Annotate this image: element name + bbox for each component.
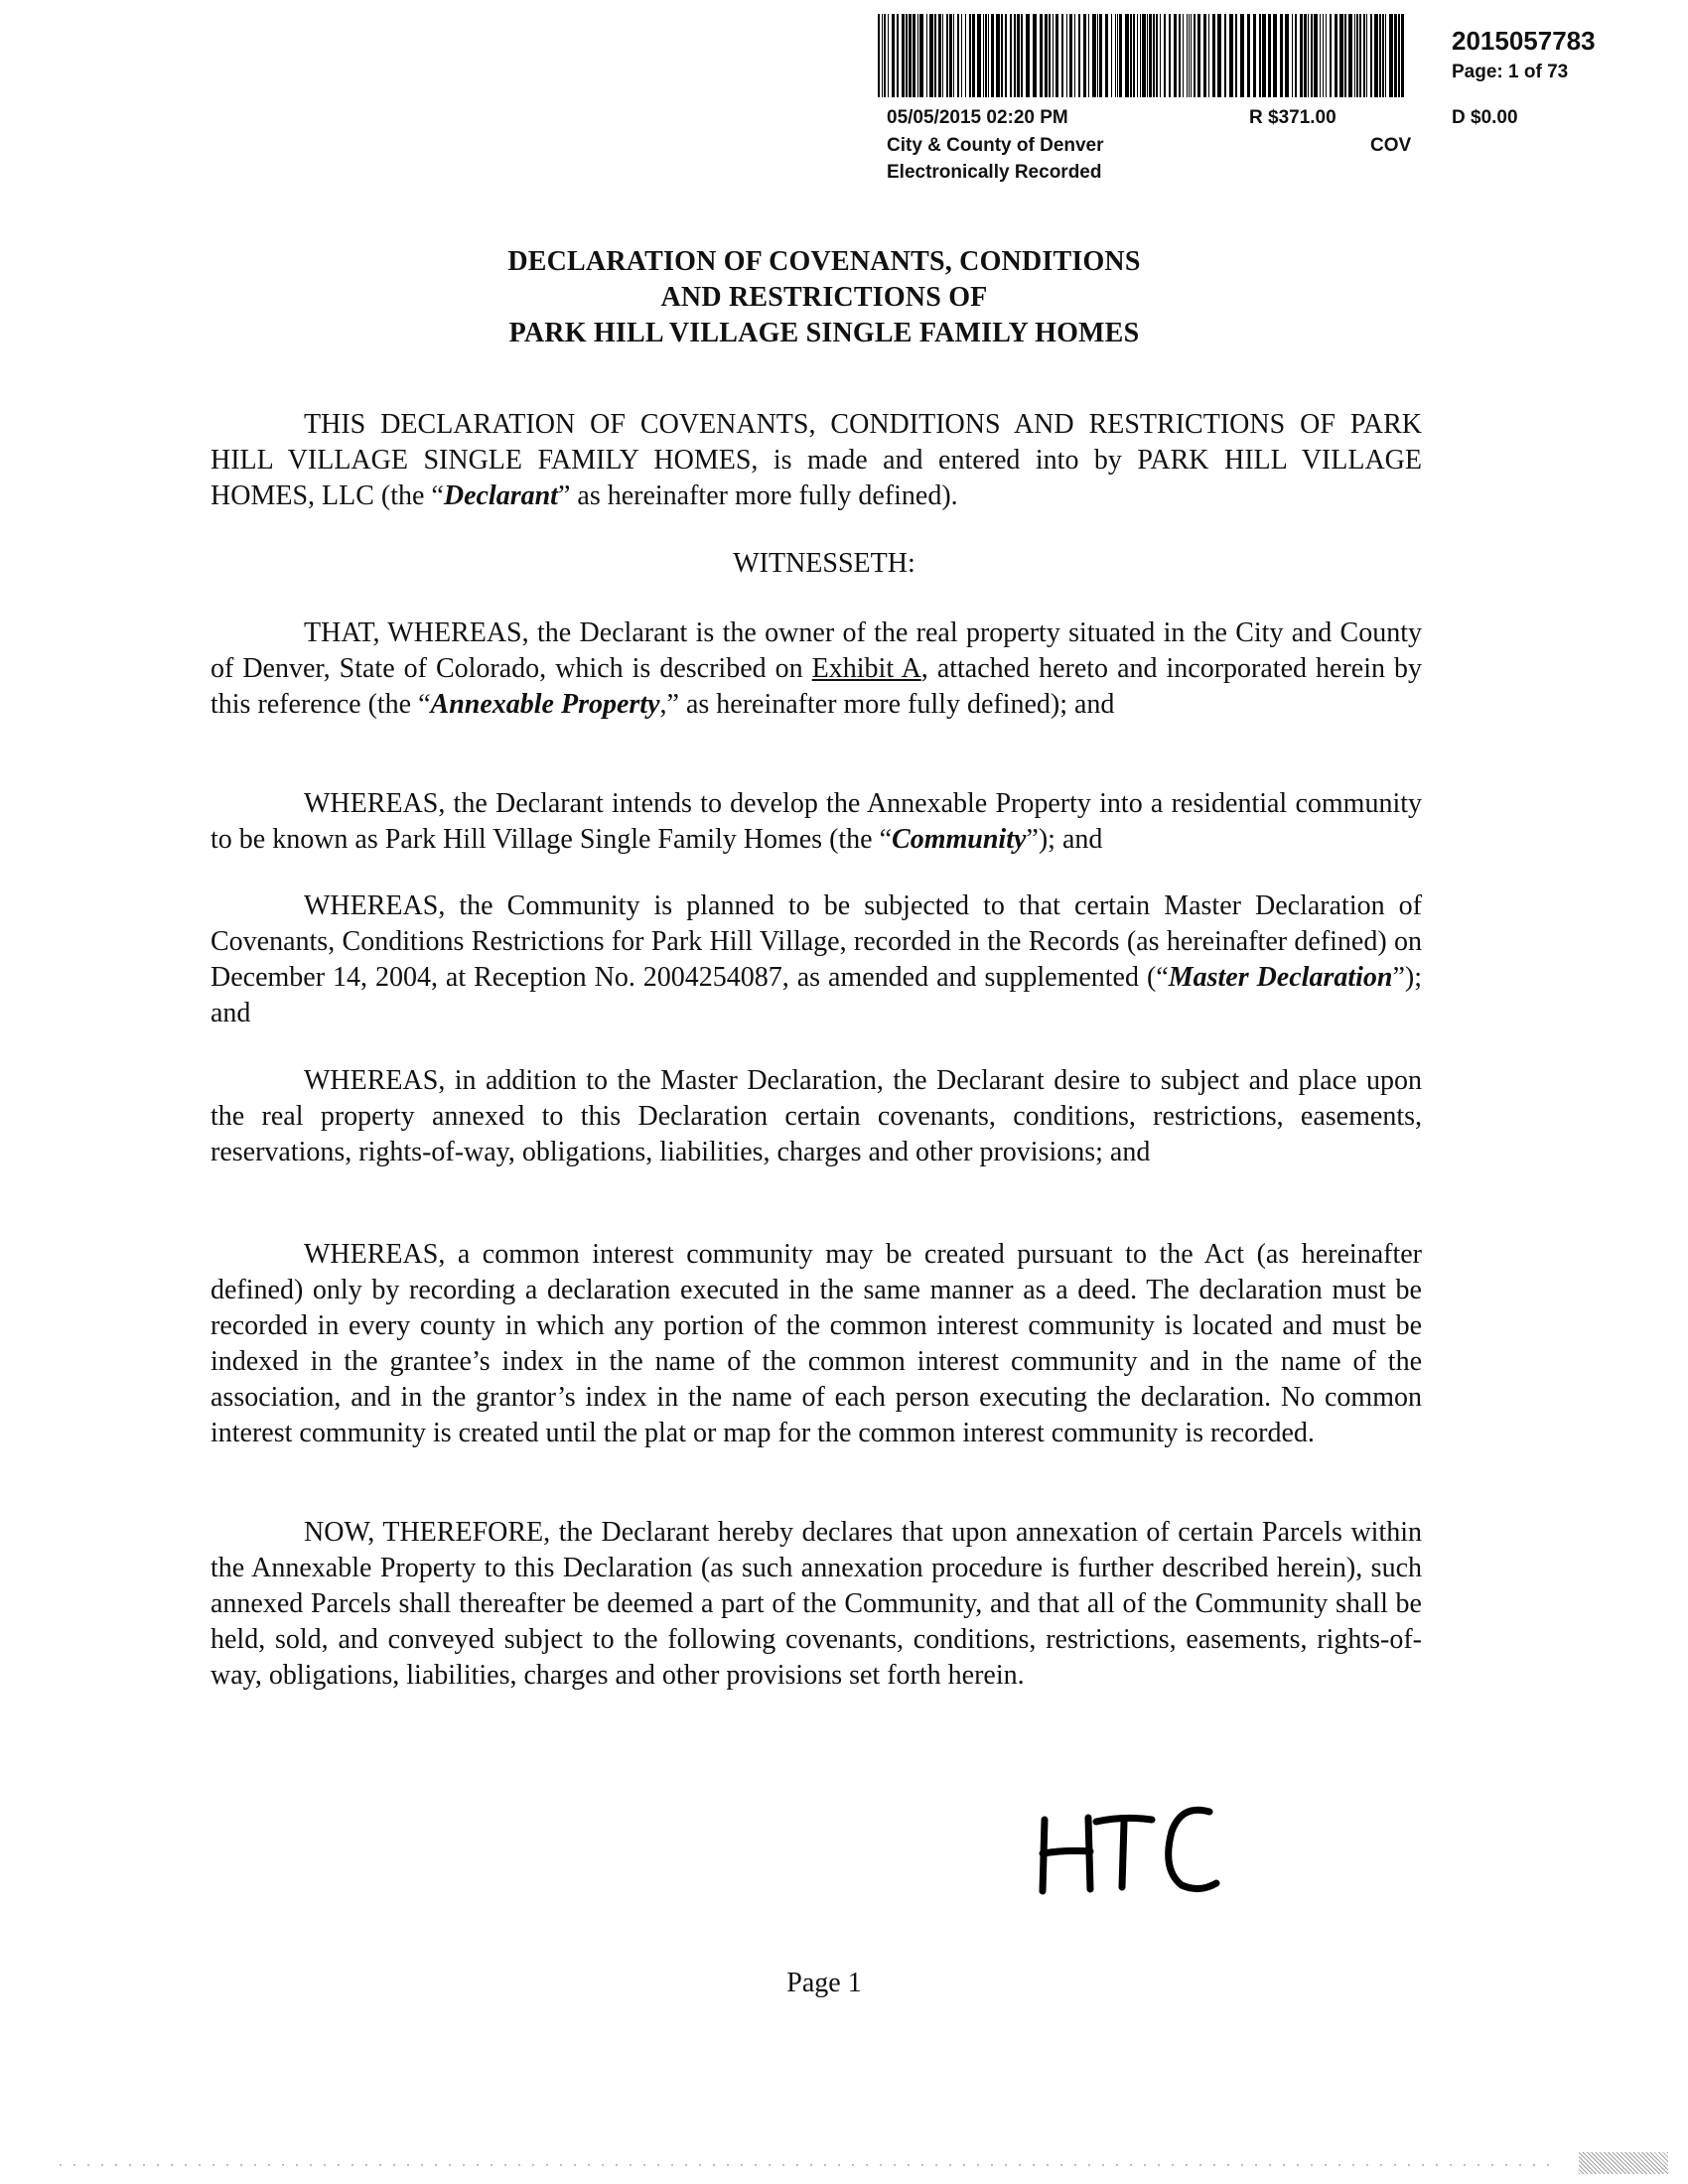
barcode-bar [1010, 14, 1012, 97]
barcode-bar [1339, 14, 1343, 97]
document-title-line-3: PARK HILL VILLAGE SINGLE FAMILY HOMES [508, 318, 1140, 348]
barcode-bar [1330, 14, 1332, 97]
barcode-bar [938, 14, 941, 97]
barcode-bar [1069, 14, 1072, 97]
barcode-bar [1061, 14, 1063, 97]
barcode-bar [996, 14, 1000, 97]
barcode-bar [1066, 14, 1067, 97]
barcode-bar [1379, 14, 1381, 97]
barcode-bar [1137, 14, 1138, 97]
barcode-bar [1356, 14, 1358, 97]
barcode-bar [972, 14, 975, 97]
barcode-bar [1308, 14, 1309, 97]
barcode-bar [1262, 14, 1266, 97]
barcode-bar [1097, 14, 1098, 97]
barcode-bar [1130, 14, 1132, 97]
term-annexable-property: Annexable Property [430, 689, 660, 720]
barcode-bar [961, 14, 962, 97]
barcode-bar [1203, 14, 1206, 97]
document-type: COV [1370, 135, 1412, 156]
barcode-bar [1295, 14, 1297, 97]
barcode-bar [1119, 14, 1122, 97]
barcode-bar [985, 14, 987, 97]
recorded-datetime: 05/05/2015 02:20 PM [887, 107, 1068, 128]
barcode-bar [953, 14, 954, 97]
exhibit-a-reference: Exhibit A [811, 653, 921, 684]
barcode-bar [1370, 14, 1372, 97]
barcode-bar [1398, 14, 1400, 97]
barcode-bar [965, 14, 966, 97]
barcode [874, 14, 1410, 97]
barcode-bar [1111, 14, 1112, 97]
declaration-paragraph: NOW, THEREFORE, the Declarant hereby declares that upon annexation of certain Parcels within the Annexable Property to this Declaration (as such annexation procedure is further described herein), such annexed Parcels shall thereafter be deemed a part of the Community, and that all of the Community shall be held, sold, and conveyed subject to the following covenants, conditions, restrictions, easements, rights-of-way, obligations, liabilities, charges and other provisions set forth herein. [211, 1517, 1422, 1691]
barcode-bar [888, 14, 889, 97]
barcode-bar [1083, 14, 1086, 97]
page-number: Page 1 [786, 1968, 862, 1998]
barcode-bar [1179, 14, 1181, 97]
barcode-bar [1300, 14, 1303, 97]
barcode-bar [1280, 14, 1283, 97]
barcode-bar [1401, 14, 1404, 97]
barcode-bar [1053, 14, 1054, 97]
intro-paragraph: THIS DECLARATION OF COVENANTS, CONDITIONS AND RESTRICTIONS OF PARK HILL VILLAGE SINGLE FAMILY HOMES, is made and entered into by PARK HILL VILLAGE HOMES, LLC (the “Declarant” as hereinafter more fully defined). [211, 409, 1422, 511]
barcode-bar [1125, 14, 1129, 97]
barcode-bar [929, 14, 933, 97]
barcode-bar [1017, 14, 1020, 97]
barcode-bar [1189, 14, 1190, 97]
barcode-bar [1323, 14, 1324, 97]
barcode-bar [919, 14, 923, 97]
barcode-bar [1335, 14, 1337, 97]
barcode-bar [1078, 14, 1080, 97]
witnesseth-heading: WITNESSETH: [733, 548, 915, 579]
scan-edge-dots [60, 2164, 1549, 2166]
barcode-bar [1217, 14, 1221, 97]
document-title-line-2: AND RESTRICTIONS OF [660, 282, 988, 313]
barcode-bar [1259, 14, 1261, 97]
barcode-bar [1045, 14, 1048, 97]
barcode-bar [1164, 14, 1166, 97]
barcode-bar [913, 14, 915, 97]
barcode-bar [1273, 14, 1277, 97]
barcode-bar [969, 14, 971, 97]
barcode-bar [1240, 14, 1244, 97]
barcode-bar [1292, 14, 1293, 97]
barcode-bar [926, 14, 927, 97]
recital-paragraph-5: WHEREAS, a common interest community may be created pursuant to the Act (as hereinafter defined) only by recording a declaration executed in the same manner as a deed. The declaration must be recorded in every county in which any portion of the common interest community is located and must be indexed in the grantee’s index in the name of the common interest community and in the name of the association, and in the grantor’s index in the name of each person executing the declaration. No common interest community is created until the plat or map for the common interest community is recorded. [211, 1239, 1422, 1448]
barcode-bar [946, 14, 948, 97]
barcode-bar [1074, 14, 1075, 97]
barcode-bar [1147, 14, 1148, 97]
barcode-bar [1156, 14, 1158, 97]
barcode-bar [1021, 14, 1023, 97]
barcode-bar [892, 14, 895, 97]
recording-method: Electronically Recorded [887, 162, 1102, 183]
barcode-bar [942, 14, 943, 97]
barcode-bar [1187, 14, 1188, 97]
barcode-bar [977, 14, 981, 97]
page-count: Page: 1 of 73 [1452, 62, 1569, 82]
barcode-bar [897, 14, 899, 97]
barcode-bar [1194, 14, 1196, 97]
barcode-bar [1040, 14, 1043, 97]
term-master-declaration: Master Declaration [1168, 962, 1393, 993]
barcode-bar [1311, 14, 1313, 97]
barcode-bar [1133, 14, 1135, 97]
barcode-bar [1099, 14, 1102, 97]
barcode-bar [1105, 14, 1108, 97]
barcode-bar [1268, 14, 1271, 97]
barcode-bar [991, 14, 994, 97]
barcode-bar [906, 14, 908, 97]
recital-paragraph-2: WHEREAS, the Declarant intends to develop the Annexable Property into a residential community to be known as Park Hill Village Single Family Homes (the “Community”); and [211, 788, 1422, 855]
barcode-bar [1363, 14, 1365, 97]
barcode-bar [884, 14, 886, 97]
barcode-bar [957, 14, 959, 97]
barcode-bar [909, 14, 912, 97]
barcode-bar [1014, 14, 1016, 97]
barcode-bar [1026, 14, 1030, 97]
barcode-bar [1005, 14, 1007, 97]
barcode-bar [1385, 14, 1386, 97]
barcode-bar [1285, 14, 1289, 97]
barcode-bar [1212, 14, 1215, 97]
barcode-bar [1140, 14, 1141, 97]
barcode-bar [949, 14, 952, 97]
term-community: Community [892, 824, 1027, 855]
barcode-bar [988, 14, 989, 97]
barcode-bar [1088, 14, 1089, 97]
barcode-bar [1049, 14, 1051, 97]
barcode-bar [1001, 14, 1003, 97]
barcode-bar [1208, 14, 1209, 97]
barcode-bar [1394, 14, 1397, 97]
barcode-bar [1247, 14, 1250, 97]
barcode-bar [1055, 14, 1058, 97]
document-fee: D $0.00 [1452, 107, 1518, 128]
barcode-bar [1092, 14, 1096, 97]
recording-fee: R $371.00 [1249, 107, 1336, 128]
barcode-bar [983, 14, 984, 97]
recital-paragraph-4: WHEREAS, in addition to the Master Declaration, the Declarant desire to subject and place upon the real property annexed to this Declaration certain covenants, conditions, restrictions, easements, reservations, rights-of-way, obligations, liabilities, charges and other provisions; and [211, 1065, 1422, 1167]
barcode-bar [1160, 14, 1161, 97]
recital-paragraph-3: WHEREAS, the Community is planned to be subjected to that certain Master Declaration of Covenants, Conditions Restrictions for Park Hill Village, recorded in the Records (as hereinafter defined) on December 14, 2004, at Reception No. 2004254087, as amended and supplemented (“Master Declaration”); and [211, 890, 1422, 1028]
barcode-bar [1115, 14, 1116, 97]
handwritten-initials [1033, 1792, 1231, 1901]
barcode-bar [1304, 14, 1307, 97]
document-title-line-1: DECLARATION OF COVENANTS, CONDITIONS [507, 246, 1141, 277]
barcode-bar [1314, 14, 1318, 97]
barcode-bar [1229, 14, 1233, 97]
recital-paragraph-1: THAT, WHEREAS, the Declarant is the owner of the real property situated in the City and County of Denver, State of Colorado, which is described on Exhibit A, attached hereto and incorporated herein by this reference (the “Annexable Property,” as hereinafter more fully defined); and [211, 617, 1422, 720]
barcode-bar [1174, 14, 1177, 97]
barcode-bar [1149, 14, 1152, 97]
scan-noise [1579, 2152, 1668, 2174]
county-name: City & County of Denver [887, 135, 1104, 156]
reception-number: 2015057783 [1452, 26, 1596, 56]
barcode-bar [1359, 14, 1361, 97]
barcode-bar [917, 14, 918, 97]
barcode-bar [1326, 14, 1327, 97]
barcode-bar [1320, 14, 1321, 97]
barcode-bar [1153, 14, 1155, 97]
barcode-bar [1191, 14, 1192, 97]
term-declarant: Declarant [443, 480, 558, 511]
barcode-bar [1169, 14, 1171, 97]
barcode-bar [1235, 14, 1237, 97]
barcode-bar [1224, 14, 1226, 97]
barcode-bar [1382, 14, 1384, 97]
barcode-bar [878, 14, 880, 97]
barcode-bar [1389, 14, 1393, 97]
barcode-bar [1142, 14, 1146, 97]
barcode-bar [1354, 14, 1355, 97]
barcode-bar [882, 14, 883, 97]
barcode-bar [1344, 14, 1346, 97]
barcode-bar [1033, 14, 1037, 97]
barcode-bar [934, 14, 936, 97]
barcode-bar [1253, 14, 1256, 97]
barcode-bar [902, 14, 905, 97]
barcode-bar [1197, 14, 1200, 97]
barcode-bar [1374, 14, 1378, 97]
barcode-bar [1366, 14, 1367, 97]
barcode-bar [1348, 14, 1352, 97]
barcode-bar [1117, 14, 1118, 97]
barcode-bar [1183, 14, 1184, 97]
